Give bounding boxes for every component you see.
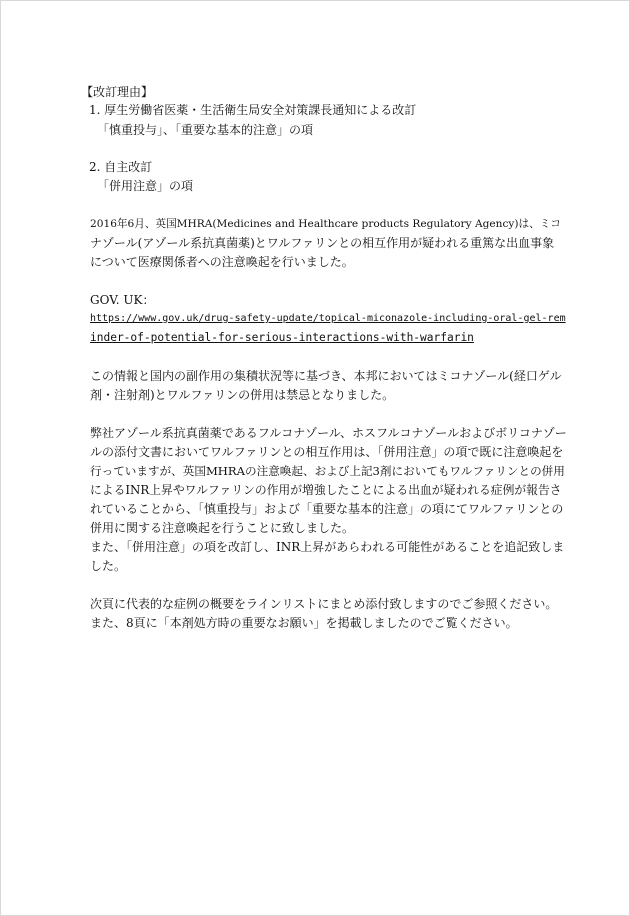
para3-line-1: 弊社アゾール系抗真菌薬であるフルコナゾール、ホスフルコナゾールおよびボリコナゾー — [90, 426, 567, 440]
item-2-sub: 「併用注意」の項 — [97, 179, 194, 193]
para2-line-2: 剤・注射剤)とワルファリンの併用は禁忌となりました。 — [90, 388, 395, 402]
para3-line-4: によるINR上昇やワルファリンの作用が増強したことによる出血が疑われる症例が報告さ — [90, 483, 562, 497]
para3-line-7: また、「併用注意」の項を改訂し、INR上昇があらわれる可能性があることを追記致しま — [90, 540, 565, 554]
para1-line-2: ナゾール(アゾール系抗真菌薬)とワルファリンとの相互作用が疑われる重篤な出血事象 — [90, 236, 555, 250]
para1-line-1: 2016年6月、英国MHRA(Medicines and Healthcare products Regulatory Agency)は、ミコ — [90, 218, 561, 230]
para2-line-1: この情報と国内の副作用の集積状況等に基づき、本邦においてはミコナゾール(経口ゲル — [90, 369, 562, 383]
section-heading: 【改訂理由】 — [81, 85, 154, 99]
item-1-text: 厚生労働省医薬・生活衛生局安全対策課長通知による改訂 — [104, 103, 417, 117]
para4-line-2: また、8頁に「本剤処方時の重要なお願い」を掲載しましたのでご覧ください。 — [90, 616, 518, 630]
mhra-link-line-2[interactable]: inder-of-potential-for-serious-interactions-with-warfarin — [90, 331, 474, 344]
para3-line-3: 行っていますが、英国MHRAの注意喚起、および上記3剤においてもワルファリンとの併用 — [90, 464, 565, 478]
mhra-link-line-1[interactable]: https://www.gov.uk/drug-safety-update/topical-miconazole-including-oral-gel-rem — [90, 313, 566, 324]
item-2-text: 自主改訂 — [104, 160, 153, 174]
item-2-number: 2. — [89, 160, 101, 174]
para3-line-2: ルの添付文書においてワルファリンとの相互作用は、「併用注意」の項で既に注意喚起を — [90, 445, 564, 459]
para3-line-6: 併用に関する注意喚起を行うことに致しました。 — [90, 521, 355, 535]
item-1-number: 1. — [89, 103, 101, 117]
para3-line-8: した。 — [90, 559, 127, 573]
para3-line-5: れていることから、「慎重投与」および「重要な基本的注意」の項にてワルファリンとの — [90, 502, 564, 516]
item-2-title — [89, 159, 152, 175]
item-1-title — [89, 102, 416, 118]
item-1-sub: 「慎重投与」、「重要な基本的注意」の項 — [97, 123, 314, 137]
para1-line-3: について医療関係者への注意喚起を行いました。 — [90, 255, 354, 269]
para4-line-1: 次頁に代表的な症例の概要をラインリストにまとめ添付致しますのでご参照ください。 — [90, 597, 558, 611]
gov-uk-label: GOV. UK： — [90, 293, 155, 307]
